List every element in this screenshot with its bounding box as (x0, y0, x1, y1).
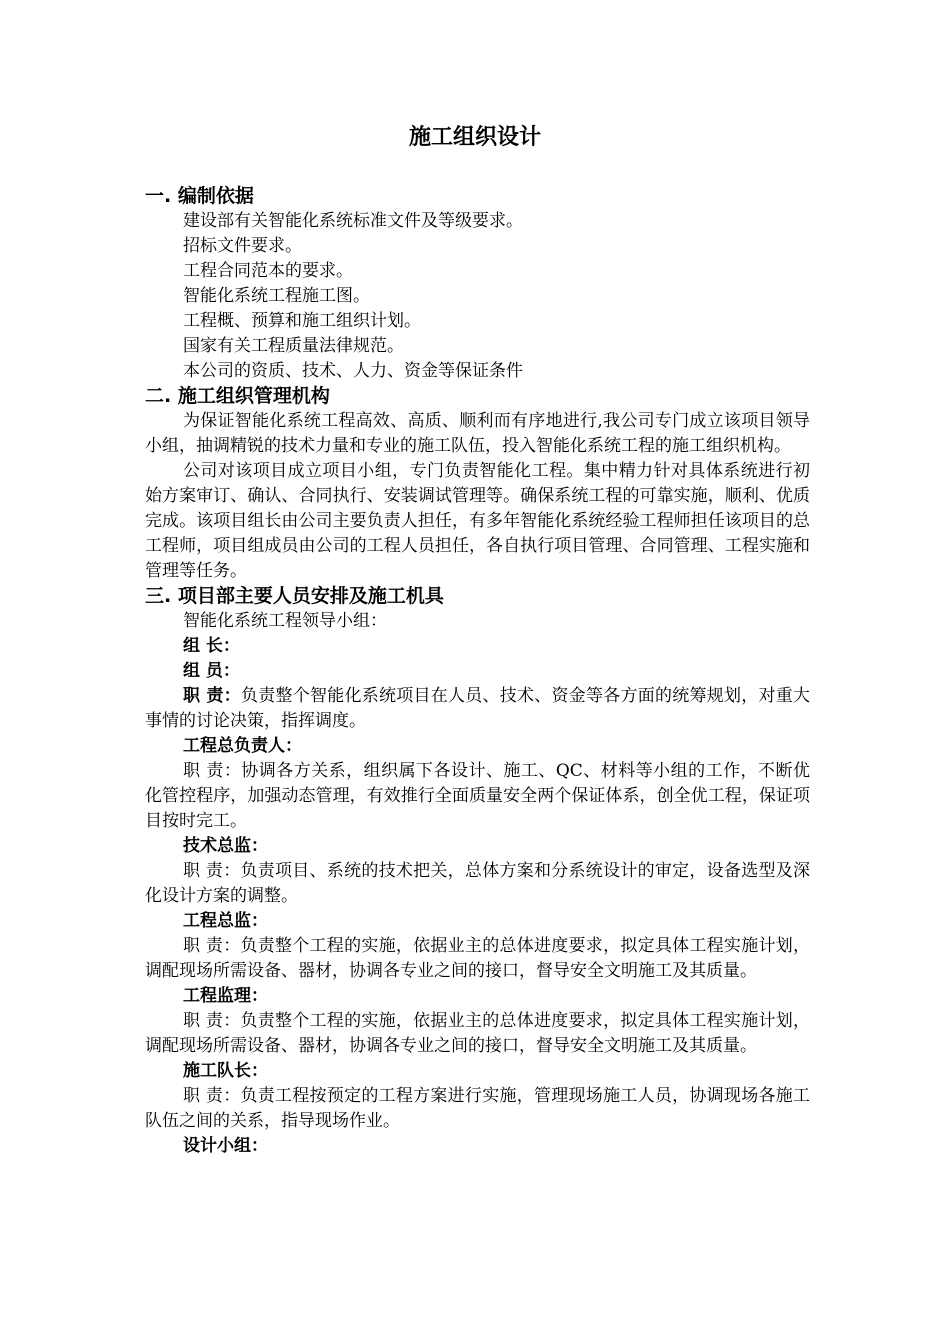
leadership-group-intro: 智能化系统工程领导小组： (183, 611, 387, 631)
basis-item: 智能化系统工程施工图。 (183, 286, 370, 306)
role-title: 技术总监： (183, 836, 268, 856)
role-duty: 职 责：负责整个工程的实施，依据业主的总体进度要求，拟定具体工程实施计划，调配现场所需设备、器材，协调各专业之间的接口，督导安全文明施工及其质量。 (145, 1011, 810, 1056)
document-title: 施工组织设计 (408, 125, 541, 150)
organization-paragraph: 为保证智能化系统工程高效、高质、顺利而有序地进行,我公司专门成立该项目领导小组，抽调精锐的技术力量和专业的施工队伍，投入智能化系统工程的施工组织机构。 (145, 411, 810, 456)
leader-duty (145, 684, 810, 734)
document-body (145, 184, 810, 1159)
role-leader-label: 组 长： (183, 636, 240, 656)
role-title: 施工队长： (183, 1061, 268, 1081)
section-heading-organization: 二. 施工组织管理机构 (145, 385, 330, 407)
role-title: 工程监理： (183, 986, 268, 1006)
role-duty: 职 责：协调各方关系，组织属下各设计、施工、QC、材料等小组的工作，不断优化管控程序，加强动态管理，有效推行全面质量安全两个保证体系，创全优工程，保证项目按时完工。 (145, 761, 810, 831)
basis-item: 工程合同范本的要求。 (183, 261, 353, 281)
basis-item: 国家有关工程质量法律规范。 (183, 336, 404, 356)
basis-item: 本公司的资质、技术、人力、资金等保证条件 (183, 361, 523, 381)
role-member-label: 组 员： (183, 661, 240, 681)
basis-item: 招标文件要求。 (183, 236, 302, 256)
basis-item: 建设部有关智能化系统标准文件及等级要求。 (183, 211, 523, 231)
role-duty: 职 责：负责工程按预定的工程方案进行实施，管理现场施工人员，协调现场各施工队伍之间的关系，指导现场作业。 (145, 1086, 810, 1131)
duty-text: 负责整个智能化系统项目在人员、技术、资金等各方面的统筹规划，对重大事情的讨论决策，指挥调度。 (145, 686, 811, 731)
role-duty: 职 责：负责整个工程的实施，依据业主的总体进度要求，拟定具体工程实施计划，调配现场所需设备、器材，协调各专业之间的接口，督导安全文明施工及其质量。 (145, 936, 810, 981)
role-duty: 职 责：负责项目、系统的技术把关，总体方案和分系统设计的审定，设备选型及深化设计方案的调整。 (145, 861, 810, 906)
duty-label: 职 责： (183, 686, 241, 706)
role-title: 设计小组： (183, 1136, 268, 1156)
role-title: 工程总负责人： (183, 736, 302, 756)
role-title: 工程总监： (183, 911, 268, 931)
organization-paragraph: 公司对该项目成立项目小组，专门负责智能化工程。集中精力针对具体系统进行初始方案审订、确认、合同执行、安装调试管理等。确保系统工程的可靠实施，顺利、优质完成。该项目组长由公司主要负责人担任，有多年智能化系统经验工程师担任该项目的总工程师，项目组成员由公司的工程人员担任，各自执行项目管理、合同管理、工程实施和管理等任务。 (145, 461, 810, 581)
basis-item: 工程概、预算和施工组织计划。 (183, 311, 421, 331)
section-heading-personnel: 三. 项目部主要人员安排及施工机具 (145, 585, 444, 607)
section-heading-basis: 一. 编制依据 (145, 185, 254, 207)
